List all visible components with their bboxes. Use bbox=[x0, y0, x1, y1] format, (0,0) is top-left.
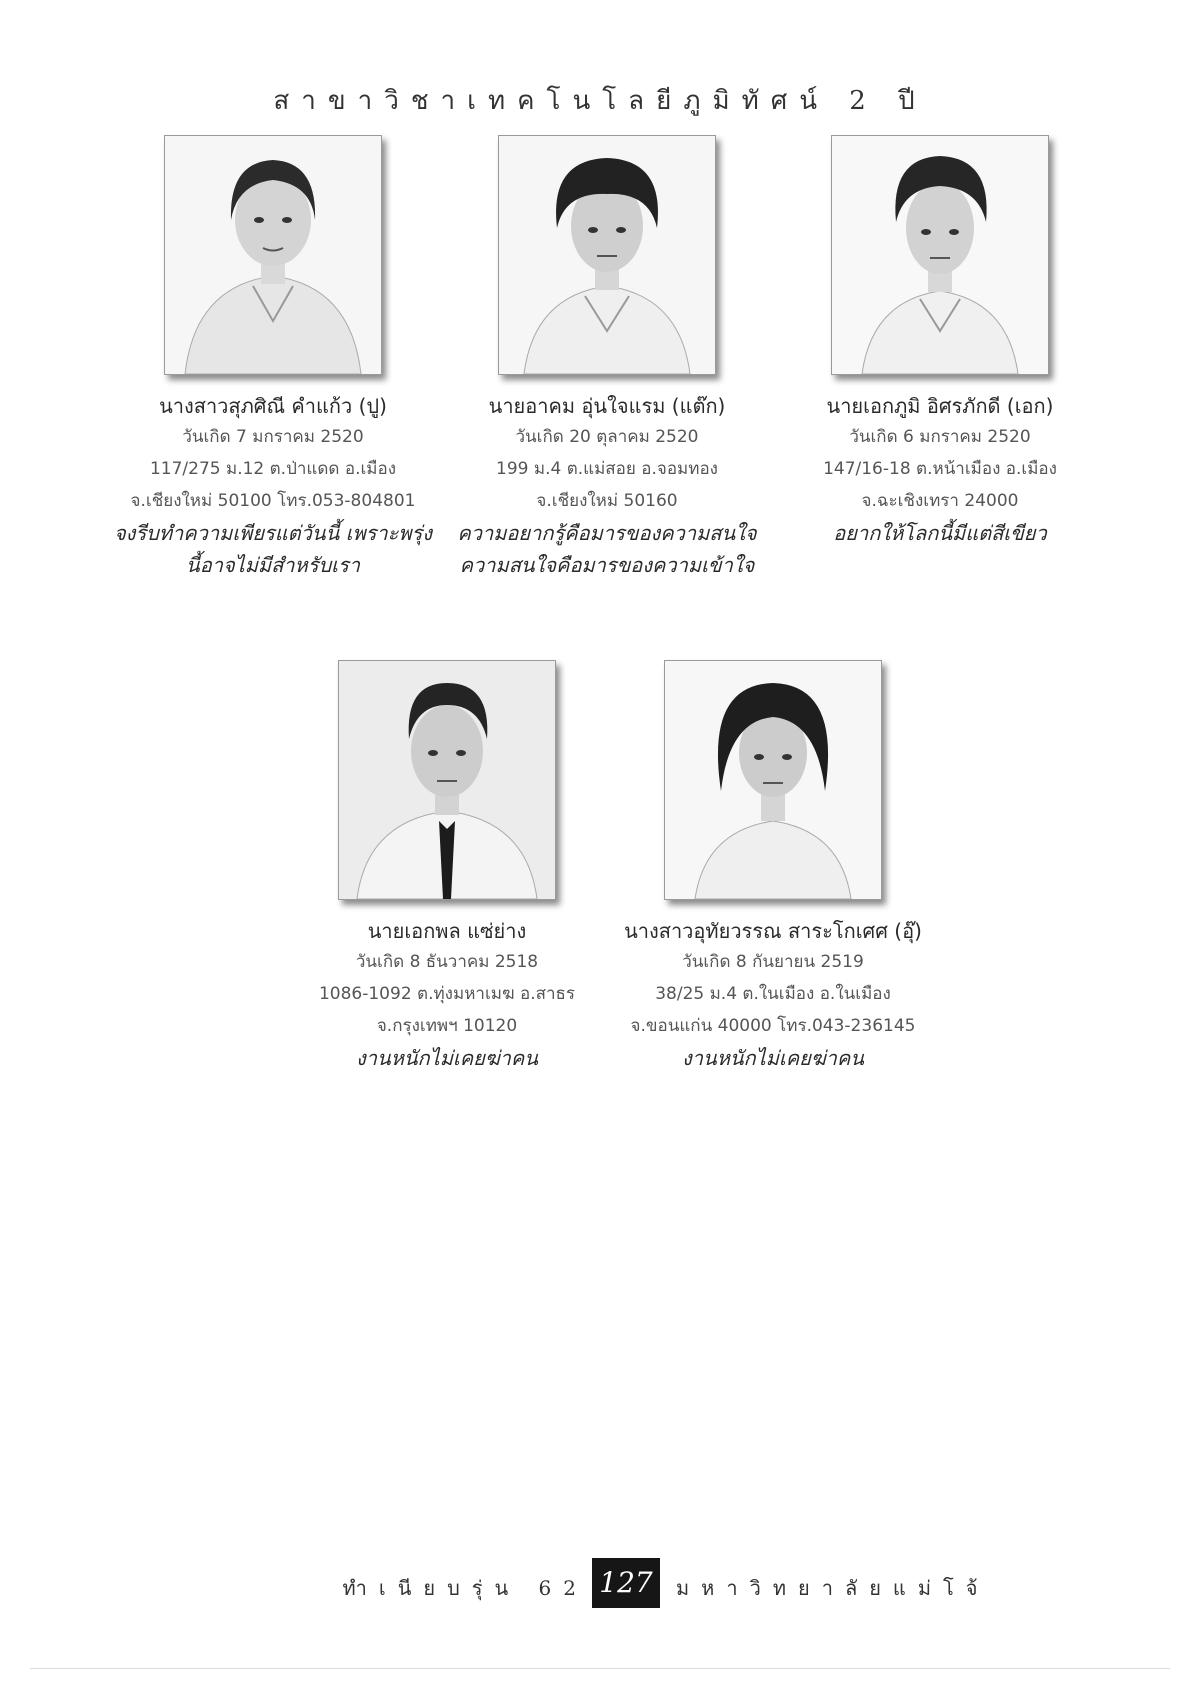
student-card bbox=[427, 135, 787, 581]
student-photo bbox=[664, 660, 882, 900]
student-address: 147/16-18 ต.หน้าเมือง อ.เมือง bbox=[823, 459, 1057, 479]
student-photo bbox=[164, 135, 382, 375]
student-birthday: วันเกิด 6 มกราคม 2520 bbox=[849, 427, 1031, 447]
student-address: 117/275 ม.12 ต.ป่าแดด อ.เมือง bbox=[149, 459, 397, 479]
student-name: นางสาวอุทัยวรรณ สาระโกเศศ (อุ๊) bbox=[624, 919, 922, 943]
student-name: นายเอกพล แซ่ย่าง bbox=[367, 919, 527, 943]
student-birthday: วันเกิด 8 กันยายน 2519 bbox=[682, 952, 864, 972]
student-address: 1086-1092 ต.ทุ่งมหาเมฆ อ.สาธร bbox=[318, 984, 576, 1004]
student-motto: งานหนักไม่เคยฆ่าคน bbox=[356, 1046, 538, 1070]
student-motto-line2: ความสนใจคือมารของความเข้าใจ bbox=[459, 553, 755, 577]
student-address: 199 ม.4 ต.แม่สอย อ.จอมทอง bbox=[496, 459, 718, 479]
student-name: นายอาคม อุ่นใจแรม (แต๊ก) bbox=[488, 394, 726, 418]
student-motto: งานหนักไม่เคยฆ่าคน bbox=[682, 1046, 864, 1070]
student-photo bbox=[831, 135, 1049, 375]
student-motto: ความอยากรู้คือมารของความสนใจ bbox=[457, 521, 757, 545]
student-address-line2: จ.ขอนแก่น 40000 โทร.043-236145 bbox=[630, 1016, 916, 1036]
student-name: นางสาวสุภศิณี คำแก้ว (ปู) bbox=[159, 394, 387, 418]
student-birthday: วันเกิด 7 มกราคม 2520 bbox=[182, 427, 364, 447]
footer-yearbook-label: ทำเนียบรุ่น 62 bbox=[342, 1576, 588, 1600]
student-address: 38/25 ม.4 ต.ในเมือง อ.ในเมือง bbox=[655, 984, 891, 1004]
page-footer bbox=[0, 1558, 1200, 1608]
bottom-divider bbox=[30, 1668, 1170, 1669]
portrait-image bbox=[165, 136, 381, 374]
student-address-line2: จ.เชียงใหม่ 50160 bbox=[536, 491, 678, 511]
portrait-image bbox=[339, 661, 555, 899]
student-name: นายเอกภูมิ อิศรภักดี (เอก) bbox=[826, 394, 1054, 418]
student-card bbox=[93, 135, 453, 581]
student-motto: อยากให้โลกนี้มีแต่สีเขียว bbox=[833, 521, 1047, 545]
portrait-image bbox=[665, 661, 881, 899]
page-number: 127 bbox=[592, 1558, 660, 1608]
footer-university-label: มหาวิทยาลัยแม่โจ้ bbox=[676, 1576, 990, 1600]
student-card bbox=[593, 660, 953, 1074]
student-motto: จงรีบทำความเพียรแต่วันนี้ เพราะพรุ่ง bbox=[113, 521, 433, 545]
page-title: สาขาวิชาเทคโนโลยีภูมิทัศน์ 2 ปี bbox=[273, 86, 927, 116]
portrait-image bbox=[499, 136, 715, 374]
student-photo bbox=[498, 135, 716, 375]
student-address-line2: จ.ฉะเชิงเทรา 24000 bbox=[861, 491, 1019, 511]
student-address-line2: จ.เชียงใหม่ 50100 โทร.053-804801 bbox=[130, 491, 416, 511]
student-card bbox=[760, 135, 1120, 549]
student-photo bbox=[338, 660, 556, 900]
student-motto-line2: นี้อาจไม่มีสำหรับเรา bbox=[186, 553, 360, 577]
student-birthday: วันเกิด 20 ตุลาคม 2520 bbox=[515, 427, 699, 447]
student-address-line2: จ.กรุงเทพฯ 10120 bbox=[376, 1016, 518, 1036]
student-birthday: วันเกิด 8 ธันวาคม 2518 bbox=[355, 952, 539, 972]
student-card bbox=[267, 660, 627, 1074]
portrait-image bbox=[832, 136, 1048, 374]
